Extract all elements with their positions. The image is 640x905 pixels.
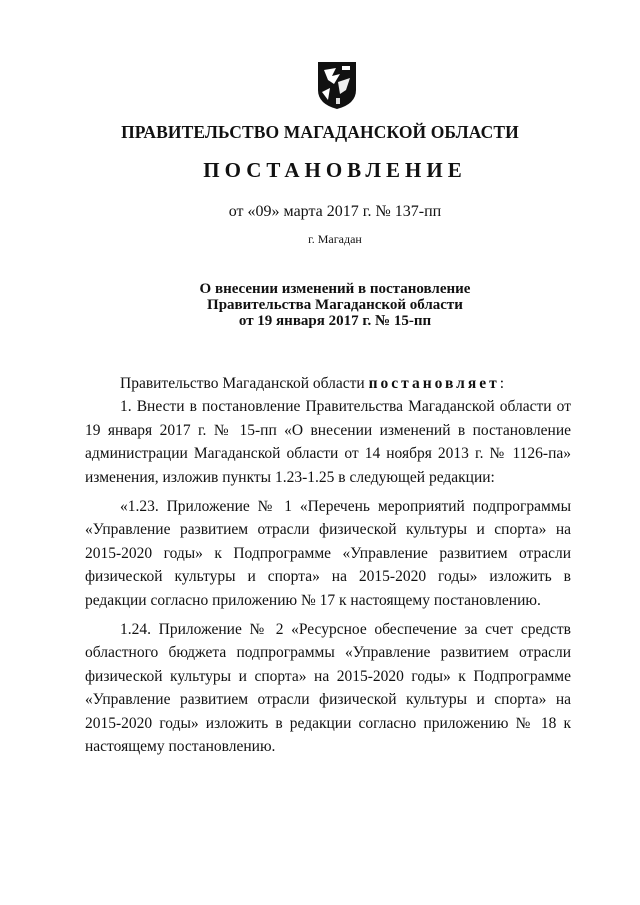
document-body [85,372,571,765]
coat-of-arms-icon [316,60,358,110]
document-date-number: от «09» марта 2017 г. № 137-пп [228,203,442,220]
organization-title: ПРАВИТЕЛЬСТВО МАГАДАНСКОЙ ОБЛАСТИ [121,122,519,142]
paragraph-item-1-23: «1.23. Приложение № 1 «Перечень мероприятий подпрограммы «Управление развитием отрасли физической культуры и спорта» на 2015-2020 годы» к Подпрограмме «Управление развитием отрасли физической культуры и спорта» на 2015-2020 годы» изложить в редакции согласно приложению № 17 к настоящему постановлению. [85,498,571,609]
intro-paragraph [85,372,571,395]
paragraph-item-1: 1. Внести в постановление Правительства Магаданской области от 19 января 2017 г. № 15-пп «О внесении изменений в постановление администрации Магаданской области от 14 ноября 2013 г. № 1126-па» изменения, изложив пункты 1.23-1.25 в следующей редакции: [85,398,571,486]
paragraph-item-1-24: 1.24. Приложение № 2 «Ресурсное обеспечение за счет средств областного бюджета подпрограммы «Управление развитием отрасли физической культуры и спорта» на 2015-2020 годы» к Подпрограмме «Управление развитием отрасли физической культуры и спорта» на 2015-2020 годы» изложить в редакции согласно приложению № 18 к настоящему постановлению. [85,621,571,756]
document-type: ПОСТАНОВЛЕНИЕ [203,158,467,182]
subject-line-2: Правительства Магаданской области [207,297,463,313]
document-city: г. Магадан [308,232,362,246]
intro-text: Правительство Магаданской области [120,375,369,392]
intro-colon: : [499,375,505,392]
subject-line-3: от 19 января 2017 г. № 15-пп [238,313,432,329]
decree-word: постановляет [368,375,500,392]
subject-line-1: О внесении изменений в постановление [199,281,471,297]
document-subject [0,281,640,329]
